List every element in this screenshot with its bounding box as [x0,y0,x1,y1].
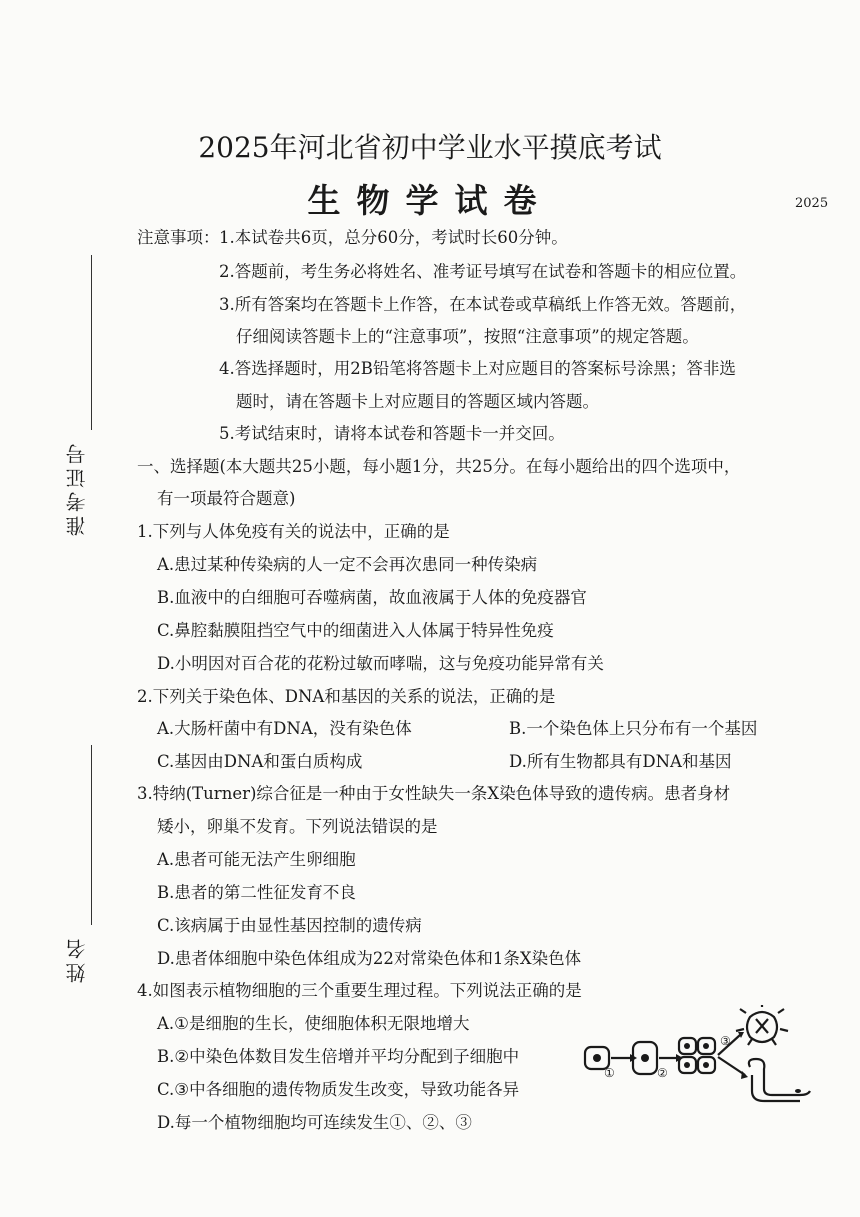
q3-option-d: D.患者体细胞中染色体组成为22对常染色体和1条X染色体 [157,949,582,968]
q4-option-b: B.②中染色体数目发生倍增并平均分配到子细胞中 [157,1047,520,1066]
name-label: 姓名 [65,935,89,983]
note-4: 4.答选择题时，用2B铅笔将答题卡上对应题目的答案标号涂黑；答非选 [219,359,736,378]
q3-stem-cont: 矮小，卵巢不发育。下列说法错误的是 [157,817,438,836]
section-heading: 一、选择题(本大题共25小题，每小题1分，共25分。在每小题给出的四个选项中， [137,457,741,476]
cell-process-diagram [580,1005,815,1105]
process-label-2: ② [657,1066,668,1080]
note-5: 5.考试结束时，请将本试卷和答题卡一并交回。 [219,424,565,443]
q2-option-d: D.所有生物都具有DNA和基因 [509,752,732,771]
note-1: 1.本试卷共6页，总分60分，考试时长60分钟。 [219,228,568,247]
q4-option-d: D.每一个植物细胞均可连续发生①、②、③ [157,1113,472,1132]
differentiated-cell-bottom [749,1059,810,1095]
q3-option-b: B.患者的第二性征发育不良 [157,883,356,902]
q1-option-c: C.鼻腔黏膜阻挡空气中的细菌进入人体属于特异性免疫 [157,621,554,640]
exam-number-label: 准考证号 [65,440,89,536]
q4-option-c: C.③中各细胞的遗传物质发生改变，导致功能各异 [157,1080,520,1099]
exam-title: 2025年河北省初中学业水平摸底考试 [198,131,662,164]
q2-option-b: B.一个染色体上只分布有一个基因 [509,719,758,738]
section-heading-cont: 有一项最符合题意) [157,489,296,508]
note-3-cont: 仔细阅读答题卡上的“注意事项”，按照“注意事项”的规定答题。 [236,327,699,346]
q2-stem: 2.下列关于染色体、DNA和基因的关系的说法，正确的是 [137,687,556,706]
sidebar-rule-top [91,255,92,430]
q2-option-c: C.基因由DNA和蛋白质构成 [157,752,363,771]
notes-label: 注意事项： [137,228,220,247]
process-label-1: ① [604,1066,615,1080]
subject-title: 生物学试卷 [307,181,553,220]
q2-option-a: A.大肠杆菌中有DNA，没有染色体 [157,719,412,738]
note-4-cont: 题时，请在答题卡上对应题目的答题区域内答题。 [236,392,599,411]
q1-option-d: D.小明因对百合花的花粉过敏而哮喘，这与免疫功能异常有关 [157,654,604,673]
note-3: 3.所有答案均在答题卡上作答，在本试卷或草稿纸上作答无效。答题前， [219,295,747,314]
sidebar-rule-bottom [91,745,92,925]
q1-option-a: A.患过某种传染病的人一定不会再次患同一种传染病 [157,555,538,574]
q3-option-a: A.患者可能无法产生卵细胞 [157,850,356,869]
q1-stem: 1.下列与人体免疫有关的说法中，正确的是 [137,522,450,541]
q3-stem: 3.特纳(Turner)综合征是一种由于女性缺失一条X染色体导致的遗传病。患者身材 [137,784,731,803]
note-2: 2.答题前，考生务必将姓名、准考证号填写在试卷和答题卡的相应位置。 [219,262,747,281]
process-label-3: ③ [720,1034,731,1048]
year-mark: 2025 [795,196,829,211]
q4-stem: 4.如图表示植物细胞的三个重要生理过程。下列说法正确的是 [137,981,582,1000]
q1-option-b: B.血液中的白细胞可吞噬病菌，故血液属于人体的免疫器官 [157,588,587,607]
q4-option-a: A.①是细胞的生长，使细胞体积无限地增大 [157,1014,470,1033]
q3-option-c: C.该病属于由显性基因控制的遗传病 [157,916,422,935]
